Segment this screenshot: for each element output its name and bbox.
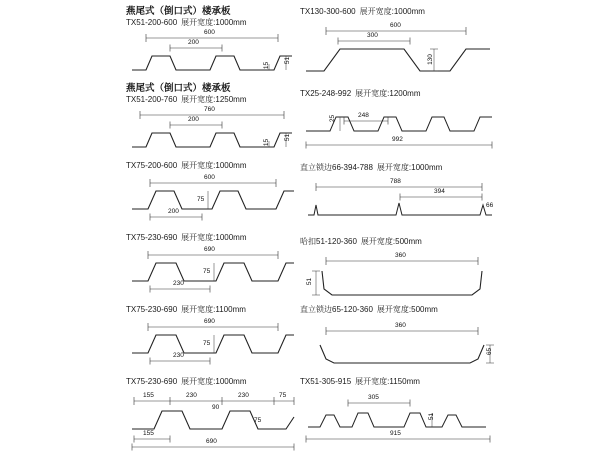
block-tx130-300-600 xyxy=(300,6,500,81)
block-code: TX25-248-992 xyxy=(300,89,352,98)
block-subtitle xyxy=(300,88,500,99)
block-width: 展开宽度:1100mm xyxy=(181,305,246,314)
profile-figure xyxy=(126,173,301,223)
block-code: 直立锁边65-120-360 xyxy=(300,305,373,314)
dim-992: 992 xyxy=(392,136,403,143)
dim-690: 690 xyxy=(206,438,217,445)
profile-figure xyxy=(126,389,301,451)
dim-230-a: 230 xyxy=(186,392,197,399)
block-width: 展开宽度:1000mm xyxy=(359,7,425,16)
block-width: 展开宽度:500mm xyxy=(360,237,422,246)
dim-690: 690 xyxy=(204,246,215,253)
dim-600: 600 xyxy=(390,22,401,29)
left-column xyxy=(8,0,298,450)
block-subtitle xyxy=(300,376,500,387)
block-code: 哈扣51-120-360 xyxy=(300,237,357,246)
dim-230: 230 xyxy=(173,352,184,359)
dim-305: 305 xyxy=(368,394,379,401)
dim-75-right: 75 xyxy=(254,417,262,424)
block-width: 展开宽度:1000mm xyxy=(376,163,443,172)
block-haikou-51-120-360 xyxy=(300,236,500,303)
block-subtitle xyxy=(126,376,301,387)
block-subtitle xyxy=(300,162,500,173)
block-width: 展开宽度:1000mm xyxy=(181,18,247,27)
dim-75: 75 xyxy=(203,268,211,275)
block-subtitle xyxy=(300,6,500,17)
block-tx75-230-690-1000b xyxy=(126,376,301,451)
profile-figure xyxy=(300,249,500,303)
dim-130: 130 xyxy=(426,54,434,65)
dim-51: 51 xyxy=(284,133,292,142)
profile-figure xyxy=(126,107,301,153)
block-tx51-200-600 xyxy=(126,6,301,76)
block-width: 展开宽度:500mm xyxy=(376,305,438,314)
profile-figure xyxy=(126,245,301,295)
dim-51: 51 xyxy=(428,412,436,421)
dim-155-top: 155 xyxy=(143,392,154,399)
right-column xyxy=(300,0,590,450)
dim-51: 51 xyxy=(284,56,292,65)
dim-65: 65 xyxy=(486,347,494,356)
dim-360: 360 xyxy=(395,322,406,329)
dim-66: 66 xyxy=(486,202,494,209)
block-width: 展开宽度:1200mm xyxy=(355,89,421,98)
block-width: 展开宽度:1000mm xyxy=(181,233,247,242)
dim-155-bottom: 155 xyxy=(143,430,154,437)
block-title-text: 燕尾式（倒口式）楼承板 xyxy=(126,83,231,94)
block-code: TX75-230-690 xyxy=(126,233,178,242)
block-title xyxy=(126,6,301,17)
dim-230: 230 xyxy=(173,280,184,287)
block-width: 展开宽度:1000mm xyxy=(181,161,247,170)
dim-200: 200 xyxy=(168,208,179,215)
block-width: 展开宽度:1150mm xyxy=(355,377,420,386)
dim-75-top: 75 xyxy=(279,392,287,399)
block-subtitle xyxy=(126,160,301,171)
profile-figure xyxy=(300,317,500,371)
block-subtitle xyxy=(126,304,301,315)
dim-600: 600 xyxy=(204,29,215,36)
dim-788: 788 xyxy=(390,178,401,185)
block-tx75-230-690-1000 xyxy=(126,232,301,295)
dim-75: 75 xyxy=(203,340,211,347)
block-code: TX130-300-600 xyxy=(300,7,356,16)
dim-25: 25 xyxy=(329,114,337,123)
block-code: TX51-200-760 xyxy=(126,95,178,104)
profile-figure xyxy=(300,389,500,449)
block-subtitle xyxy=(126,17,301,28)
dim-90: 90 xyxy=(212,404,220,411)
block-code: TX75-200-600 xyxy=(126,161,178,170)
profile-figure xyxy=(300,101,500,157)
dim-15: 15 xyxy=(263,61,271,70)
block-tx51-200-760 xyxy=(126,83,301,153)
block-code: TX75-230-690 xyxy=(126,377,178,386)
block-code: TX51-305-915 xyxy=(300,377,352,386)
profile-figure xyxy=(300,19,500,81)
dim-915: 915 xyxy=(390,430,401,437)
block-title xyxy=(126,83,301,94)
profile-figure xyxy=(126,30,301,76)
block-subtitle xyxy=(300,304,500,315)
block-code: 直立锁边66-394-788 xyxy=(300,163,373,172)
dim-360: 360 xyxy=(395,252,406,259)
block-width: 展开宽度:1250mm xyxy=(181,95,247,104)
block-code: TX75-230-690 xyxy=(126,305,178,314)
block-width: 展开宽度:1000mm xyxy=(181,377,247,386)
dim-600: 600 xyxy=(204,174,215,181)
block-tx51-305-915 xyxy=(300,376,500,449)
block-code: TX51-200-600 xyxy=(126,18,178,27)
dim-200: 200 xyxy=(188,116,199,123)
dim-230-b: 230 xyxy=(238,392,249,399)
dim-760: 760 xyxy=(204,106,215,113)
dim-394: 394 xyxy=(434,188,445,195)
dim-300: 300 xyxy=(367,32,378,39)
block-tx75-230-690-1100 xyxy=(126,304,301,367)
profile-figure xyxy=(300,175,500,225)
dim-15: 15 xyxy=(263,138,271,147)
block-tx75-200-600 xyxy=(126,160,301,223)
dim-248: 248 xyxy=(358,112,369,119)
block-subtitle xyxy=(300,236,500,247)
block-zhili-66-394-788 xyxy=(300,162,500,225)
block-tx25-248-992 xyxy=(300,88,500,157)
block-zhili-65-120-360 xyxy=(300,304,500,371)
block-subtitle xyxy=(126,94,301,105)
block-title-text: 燕尾式（倒口式）楼承板 xyxy=(126,6,231,17)
block-subtitle xyxy=(126,232,301,243)
profile-figure xyxy=(126,317,301,367)
dim-690: 690 xyxy=(204,318,215,325)
dim-51: 51 xyxy=(306,277,314,286)
dim-75: 75 xyxy=(197,196,205,203)
dim-200: 200 xyxy=(188,39,199,46)
